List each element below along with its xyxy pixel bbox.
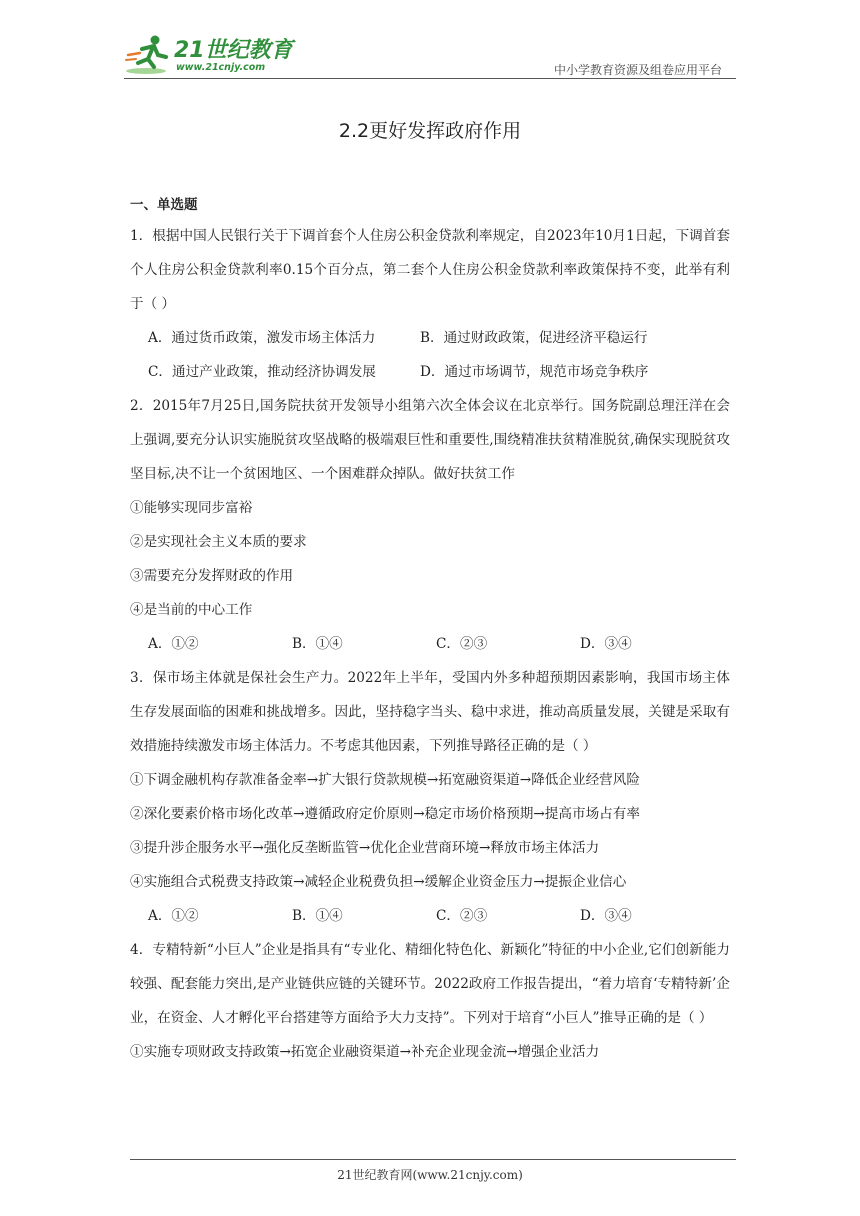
question-4-stem: 4．专精特新“小巨人”企业是指具有“专业化、精细化特色化、新颖化”特征的中小企业,它们创新能力较强、配套能力突出,是产业链供应链的关键环节。2022政府工作报告提出，“着力培育‘专精特新’企业，在资金、人才孵化平台搭建等方面给予大力支持”。下列对于培育“小巨人”推导正确的是（ ） bbox=[130, 942, 730, 1026]
question-2-item-3: ③需要充分发挥财政的作用 bbox=[130, 568, 294, 584]
question-1-option-b: B．通过财政政策，促进经济平稳运行 bbox=[420, 330, 648, 346]
question-1-option-a: A．通过货币政策，激发市场主体活力 bbox=[148, 330, 376, 346]
runner-logo-icon bbox=[124, 33, 174, 77]
question-3-option-b: B．①④ bbox=[292, 908, 343, 924]
header-platform-text: 中小学教育资源及组卷应用平台 bbox=[553, 63, 722, 77]
question-3-item-4: ④实施组合式税费支持政策→减轻企业税费负担→缓解企业资金压力→提振企业信心 bbox=[130, 874, 627, 890]
logo-brand-text: 21世纪教育 bbox=[174, 38, 293, 63]
logo-url-text: www.21cnjy.com bbox=[176, 62, 266, 73]
question-3-stem: 3．保市场主体就是保社会生产力。2022年上半年，受国内外多种超预期因素影响，我国市场主体生存发展面临的困难和挑战增多。因此，坚持稳字当头、稳中求进，推动高质量发展，关键是采取有效措施持续激发市场主体活力。不考虑其他因素，下列推导路径正确的是（ ） bbox=[130, 670, 730, 754]
question-1-option-d: D．通过市场调节，规范市场竞争秩序 bbox=[420, 364, 649, 380]
question-2-stem: 2．2015年7月25日,国务院扶贫开发领导小组第六次全体会议在北京举行。国务院副总理汪洋在会上强调,要充分认识实施脱贫攻坚战略的极端艰巨性和重要性,围绕精准扶贫精准脱贫,确保实现脱贫攻坚目标,决不让一个贫困地区、一个困难群众掉队。做好扶贫工作 bbox=[130, 398, 730, 482]
question-2-item-1: ①能够实现同步富裕 bbox=[130, 500, 253, 516]
question-1-options-row-2 bbox=[130, 355, 730, 389]
question-2-option-d: D．③④ bbox=[580, 636, 632, 652]
header-divider bbox=[124, 78, 736, 79]
footer-divider bbox=[130, 1159, 736, 1160]
question-3-item-2: ②深化要素价格市场化改革→遵循政府定价原则→稳定市场价格预期→提高市场占有率 bbox=[130, 806, 640, 822]
question-1-option-c: C．通过产业政策，推动经济协调发展 bbox=[148, 364, 376, 380]
question-1-stem: 1．根据中国人民银行关于下调首套个人住房公积金贷款利率规定，自2023年10月1日起，下调首套个人住房公积金贷款利率0.15个百分点，第二套个人住房公积金贷款利率政策保持不变，此举有利于（ ） bbox=[130, 228, 730, 312]
question-2-item-2: ②是实现社会主义本质的要求 bbox=[130, 534, 307, 550]
question-2-options bbox=[130, 627, 730, 661]
section-heading: 一、单选题 bbox=[130, 197, 198, 213]
question-2-option-b: B．①④ bbox=[292, 636, 343, 652]
question-3-option-a: A．①② bbox=[148, 908, 199, 924]
question-2-option-c: C．②③ bbox=[436, 636, 488, 652]
page-title: 2.2更好发挥政府作用 bbox=[338, 120, 522, 142]
footer-text: 21世纪教育网(www.21cnjy.com) bbox=[337, 1168, 523, 1182]
question-3-item-3: ③提升涉企服务水平→强化反垄断监管→优化企业营商环境→释放市场主体活力 bbox=[130, 840, 600, 856]
question-4-item-1: ①实施专项财政支持政策→拓宽企业融资渠道→补充企业现金流→增强企业活力 bbox=[130, 1044, 600, 1060]
question-1-options-row-1 bbox=[130, 321, 730, 355]
question-3-option-d: D．③④ bbox=[580, 908, 632, 924]
question-2-option-a: A．①② bbox=[148, 636, 199, 652]
question-3-options bbox=[130, 899, 730, 933]
question-3-option-c: C．②③ bbox=[436, 908, 488, 924]
document-body bbox=[130, 195, 730, 1069]
question-3-item-1: ①下调金融机构存款准备金率→扩大银行贷款规模→拓宽融资渠道→降低企业经营风险 bbox=[130, 772, 640, 788]
question-2-item-4: ④是当前的中心工作 bbox=[130, 602, 253, 618]
logo bbox=[124, 33, 304, 77]
